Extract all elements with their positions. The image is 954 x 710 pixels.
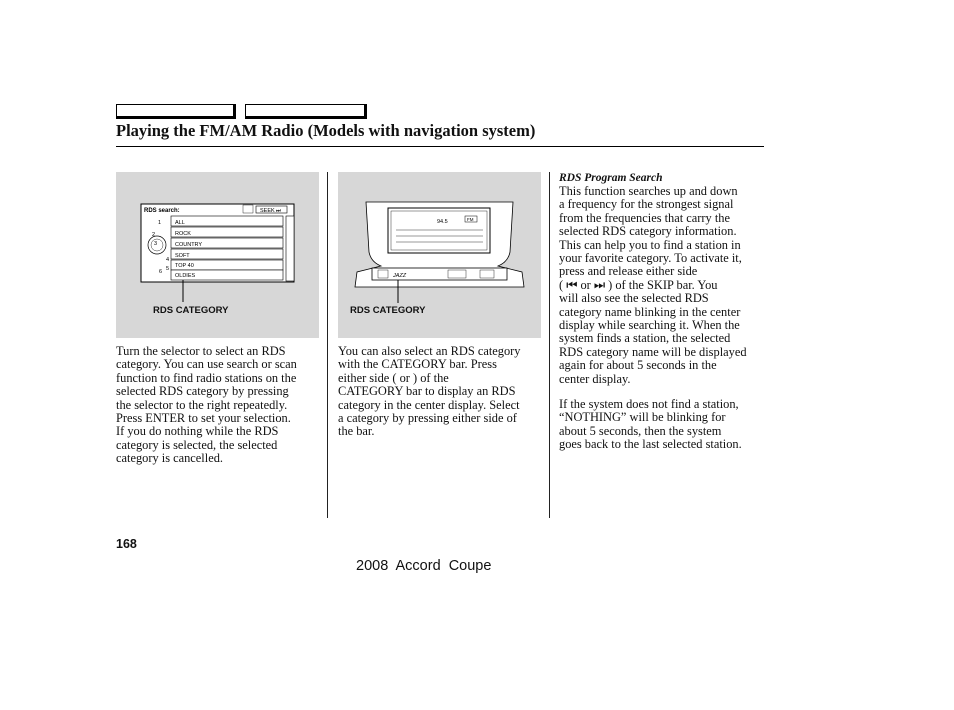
text-line: If the system does not find a station, [559,397,739,411]
text-line: a category by pressing either side of [338,411,517,426]
text-line: category in the center display. Select [338,397,520,412]
rds-category-item: TOP 40 [175,263,194,269]
figure-caption: RDS CATEGORY [153,305,229,316]
text-line: This can help you to find a station in [559,237,741,252]
text-line: the selector to the right repeatedly. [116,397,288,412]
text-line: category is selected, the selected [116,437,278,452]
text-line: ( ⏮ or ⏭ ) of the SKIP bar. You [559,277,718,292]
text-line: category is cancelled. [116,451,223,466]
figure-caption: RDS CATEGORY [350,305,426,316]
middle-column-text [338,345,521,439]
text-line: a frequency for the strongest signal [559,197,734,212]
preset-number: 1 [158,220,162,226]
text-line: selected RDS category by pressing [116,384,289,399]
left-column-text [116,345,297,466]
text-line: category name blinking in the center [559,304,741,319]
rds-category-item: OLDIES [175,273,196,279]
seek-arrows-icon: ⏭ [276,208,281,214]
page-title: Playing the FM/AM Radio (Models with navigation system) [116,121,536,140]
title-rule [116,146,764,147]
text-line: goes back to the last selected station. [559,437,742,452]
right-column-text-2 [559,398,742,452]
text-line: your favorite category. To activate it, [559,251,742,266]
text-line: display while searching it. When the [559,318,740,333]
text-line: You can also select an RDS category [338,344,521,358]
column-divider-2 [549,172,550,518]
preset-number: 3 [154,241,158,247]
header-tab-left [116,104,236,119]
subheading: RDS Program Search [559,172,663,184]
text-line: will also see the selected RDS [559,291,709,306]
text-line: with the CATEGORY bar. Press [338,357,497,372]
text-line: selected RDS category information. [559,224,737,239]
display-band: FM [467,217,474,222]
preset-number: 6 [159,269,163,275]
center-display-category: JAZZ [393,273,407,279]
right-column-text-1 [559,185,747,386]
preset-number: 5 [166,266,170,272]
text-line: category. You can use search or scan [116,357,297,372]
text-line: “NOTHING” will be blinking for [559,410,726,425]
text-line: center display. [559,371,631,386]
text-line: Turn the selector to select an RDS [116,344,286,358]
display-frequency: 94.5 [437,219,448,225]
rds-screen-title: RDS search: [144,208,180,214]
page-number: 168 [116,537,137,551]
text-line: the bar. [338,424,375,439]
text-line: function to find radio stations on the [116,370,297,385]
preset-number: 2 [152,232,156,238]
text-line: system finds a station, the selected [559,331,731,346]
preset-number: 4 [166,257,170,263]
text-line: CATEGORY bar to display an RDS [338,384,516,399]
text-line: again for about 5 seconds in the [559,358,717,373]
text-line: This function searches up and down [559,184,738,198]
text-line: Press ENTER to set your selection. [116,411,291,426]
seek-label: SEEK [260,208,275,214]
text-line: If you do nothing while the RDS [116,424,279,439]
rds-category-item: ROCK [175,231,191,237]
column-divider-1 [327,172,328,518]
header-tab-right [245,104,367,119]
rds-category-item: SOFT [175,253,190,259]
text-line: press and release either side [559,264,698,279]
rds-category-item: COUNTRY [175,242,203,248]
text-line: about 5 seconds, then the system [559,423,722,438]
text-line: either side ( or ) of the [338,370,449,385]
rds-category-item: ALL [175,220,185,226]
footer-model: 2008 Accord Coupe [356,558,492,574]
text-line: from the frequencies that carry the [559,210,730,225]
text-line: RDS category name will be displayed [559,344,747,359]
